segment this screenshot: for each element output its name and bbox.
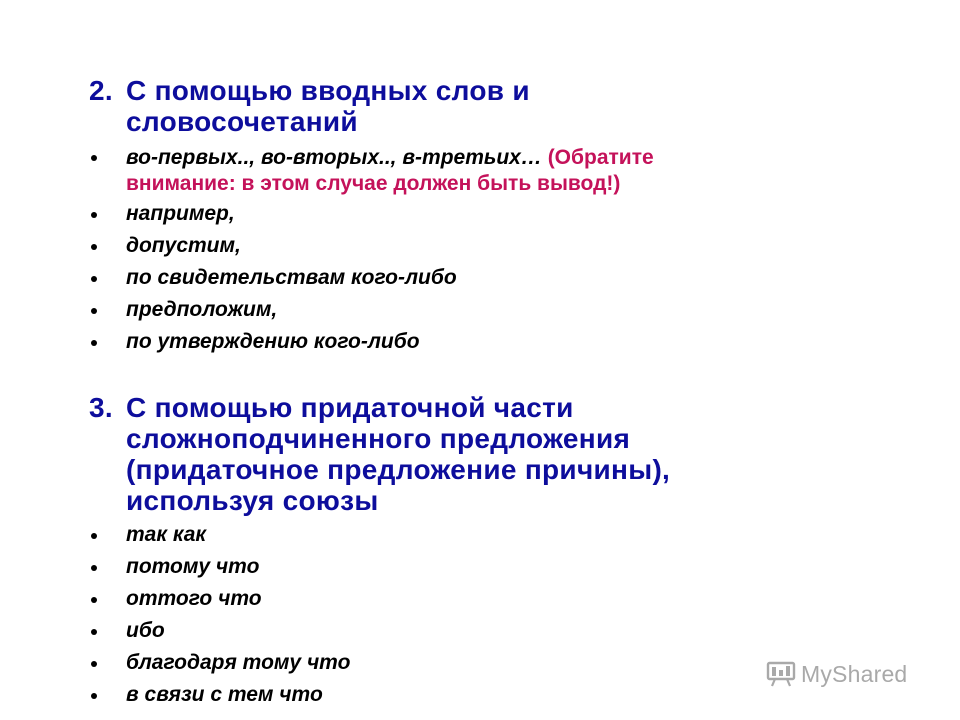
bullet-icon: [91, 308, 97, 314]
list-item-text: потому что: [126, 555, 260, 578]
watermark-text: MyShared: [801, 660, 908, 687]
list-item-text: предположим,: [126, 298, 278, 321]
section-3-heading-text-1: С помощью придаточной части: [126, 392, 574, 423]
section-3-number: 3.: [89, 392, 113, 423]
myshared-watermark: [766, 656, 926, 692]
presentation-board-icon: [766, 661, 796, 687]
bullet-icon: [91, 212, 97, 218]
list-item-text: в связи с тем что: [126, 683, 323, 706]
section-3-heading: [89, 392, 670, 516]
section-2-heading: [89, 75, 530, 137]
list-item-text: например,: [126, 202, 235, 225]
bullet-icon: [91, 244, 97, 250]
enumeration-words: во-первых.., во-вторых.., в-третьих…: [126, 146, 542, 169]
section-3-heading-line-1: [89, 392, 670, 423]
list-item-text: оттого что: [126, 587, 262, 610]
bullet-icon: [91, 629, 97, 635]
list-item-text: по свидетельствам кого-либо: [126, 266, 457, 289]
bullet-icon: [91, 155, 97, 161]
section-2-number: 2.: [89, 75, 113, 106]
section-2-heading-line-2: словосочетаний: [126, 106, 358, 137]
bullet-icon: [91, 693, 97, 699]
list-item-text: по утверждению кого-либо: [126, 330, 420, 353]
bullet-icon: [91, 565, 97, 571]
bullet-icon: [91, 597, 97, 603]
section-3-heading-line-4: используя союзы: [126, 485, 379, 516]
list-item-text: допустим,: [126, 234, 241, 257]
section-2-heading-line-1: [89, 75, 530, 106]
list-item-text: благодаря тому что: [126, 651, 351, 674]
bullet-icon: [91, 533, 97, 539]
attention-note-line-2: внимание: в этом случае должен быть вывод!): [126, 172, 621, 195]
list-item-text: [126, 145, 654, 197]
section-3-heading-line-3: (придаточное предложение причины),: [126, 454, 671, 485]
list-item-text: так как: [126, 523, 207, 546]
section-3-heading-line-2: сложноподчиненного предложения: [126, 423, 631, 454]
attention-note-line-1: (Обратите: [541, 146, 654, 169]
bullet-icon: [91, 276, 97, 282]
bullet-icon: [91, 340, 97, 346]
list-item-text: ибо: [126, 619, 165, 642]
bullet-icon: [91, 661, 97, 667]
section-2-heading-text-1: С помощью вводных слов и: [126, 75, 530, 106]
